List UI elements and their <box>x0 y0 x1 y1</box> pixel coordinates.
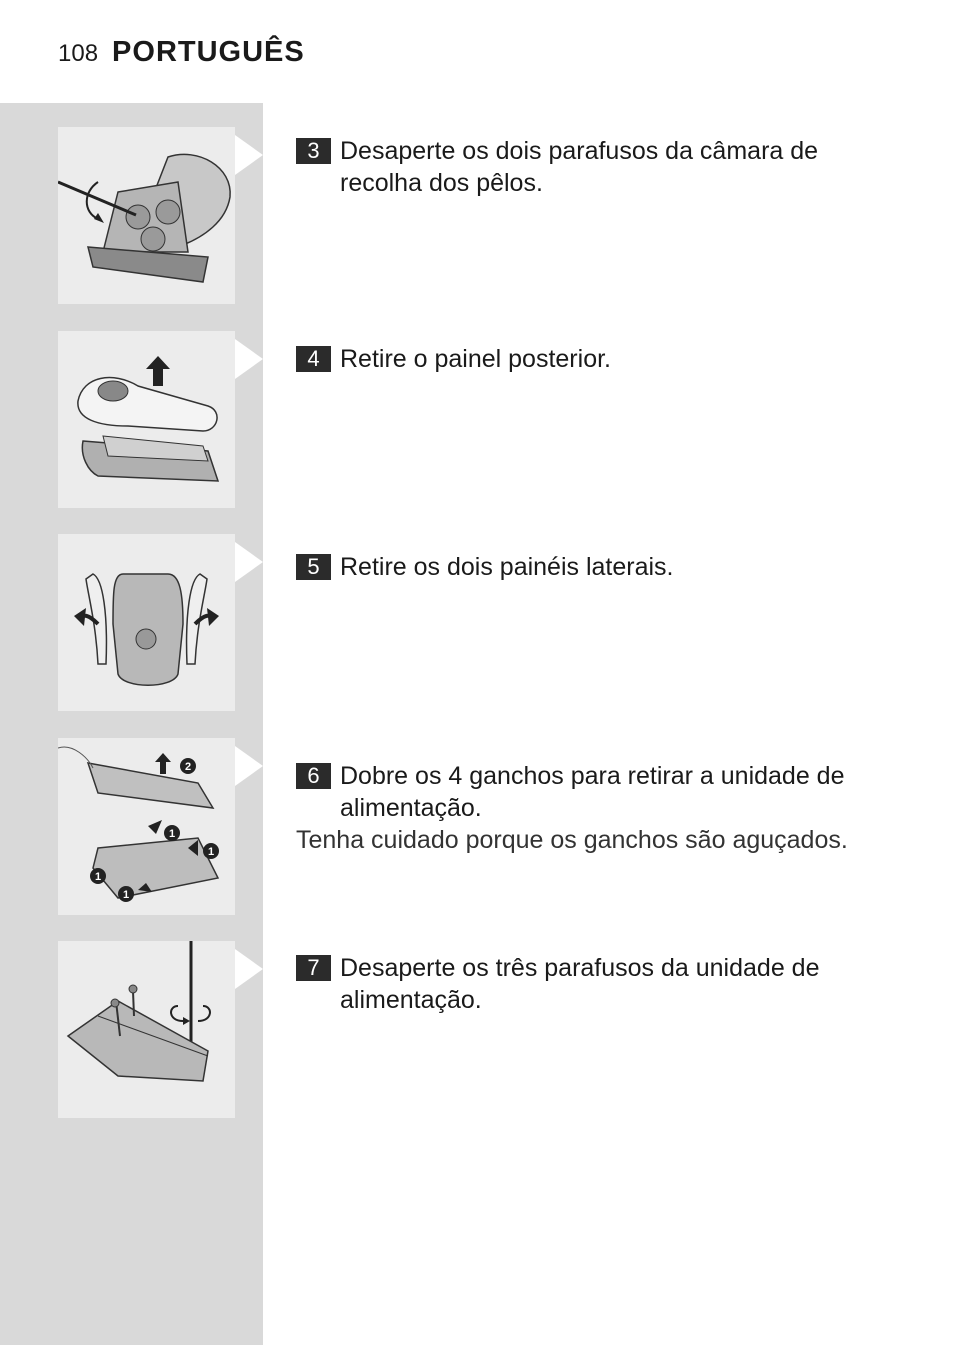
step-number-badge: 4 <box>296 346 331 372</box>
step-6 <box>296 760 896 856</box>
figure-step-3 <box>58 127 235 304</box>
callout-1d: 1 <box>122 889 130 901</box>
figure-pointer <box>235 949 263 989</box>
step-text: Retire o painel posterior. <box>340 345 611 373</box>
figure-step-7 <box>58 941 235 1118</box>
callout-badge <box>180 758 196 774</box>
step-text: Desaperte os três parafusos da unidade de <box>340 954 820 982</box>
figure-pointer <box>235 542 263 582</box>
figure-step-6 <box>58 738 235 915</box>
step-text-continued: alimentação. <box>340 986 482 1014</box>
callout-1b: 1 <box>207 846 215 858</box>
step-number-badge: 6 <box>296 763 331 789</box>
callout-badge <box>164 825 180 841</box>
step-5 <box>296 551 896 583</box>
step-number-badge: 7 <box>296 955 331 981</box>
page-header <box>58 36 305 72</box>
power-unit-hooks-illustration <box>58 738 235 915</box>
shaver-unscrew-illustration <box>58 127 235 304</box>
callout-badge <box>203 843 219 859</box>
figure-step-4 <box>58 331 235 508</box>
figure-step-5 <box>58 534 235 711</box>
step-3 <box>296 135 896 199</box>
callout-badge <box>90 868 106 884</box>
step-number-badge: 3 <box>296 138 331 164</box>
step-text: Retire os dois painéis laterais. <box>340 553 674 581</box>
back-panel-removal-illustration <box>58 331 235 508</box>
callout-2: 2 <box>184 761 192 773</box>
page-number: 108 <box>58 40 99 67</box>
figure-pointer <box>235 746 263 786</box>
caution-note: Tenha cuidado porque os ganchos são aguçados. <box>296 826 848 854</box>
callout-1a: 1 <box>168 828 176 840</box>
step-text: Dobre os 4 ganchos para retirar a unidade de <box>340 762 845 790</box>
step-7 <box>296 952 896 1016</box>
callout-1c: 1 <box>94 871 102 883</box>
step-4 <box>296 343 896 375</box>
power-unit-screws-illustration <box>58 941 235 1118</box>
step-text: Desaperte os dois parafusos da câmara de <box>340 137 819 165</box>
step-number-badge: 5 <box>296 554 331 580</box>
side-panels-removal-illustration <box>58 534 235 711</box>
step-text-continued: alimentação. <box>340 794 482 822</box>
step-text-continued: recolha dos pêlos. <box>340 169 543 197</box>
figure-pointer <box>235 135 263 175</box>
callout-badge <box>118 886 134 902</box>
language-heading: PORTUGUÊS <box>112 36 305 68</box>
figure-pointer <box>235 339 263 379</box>
